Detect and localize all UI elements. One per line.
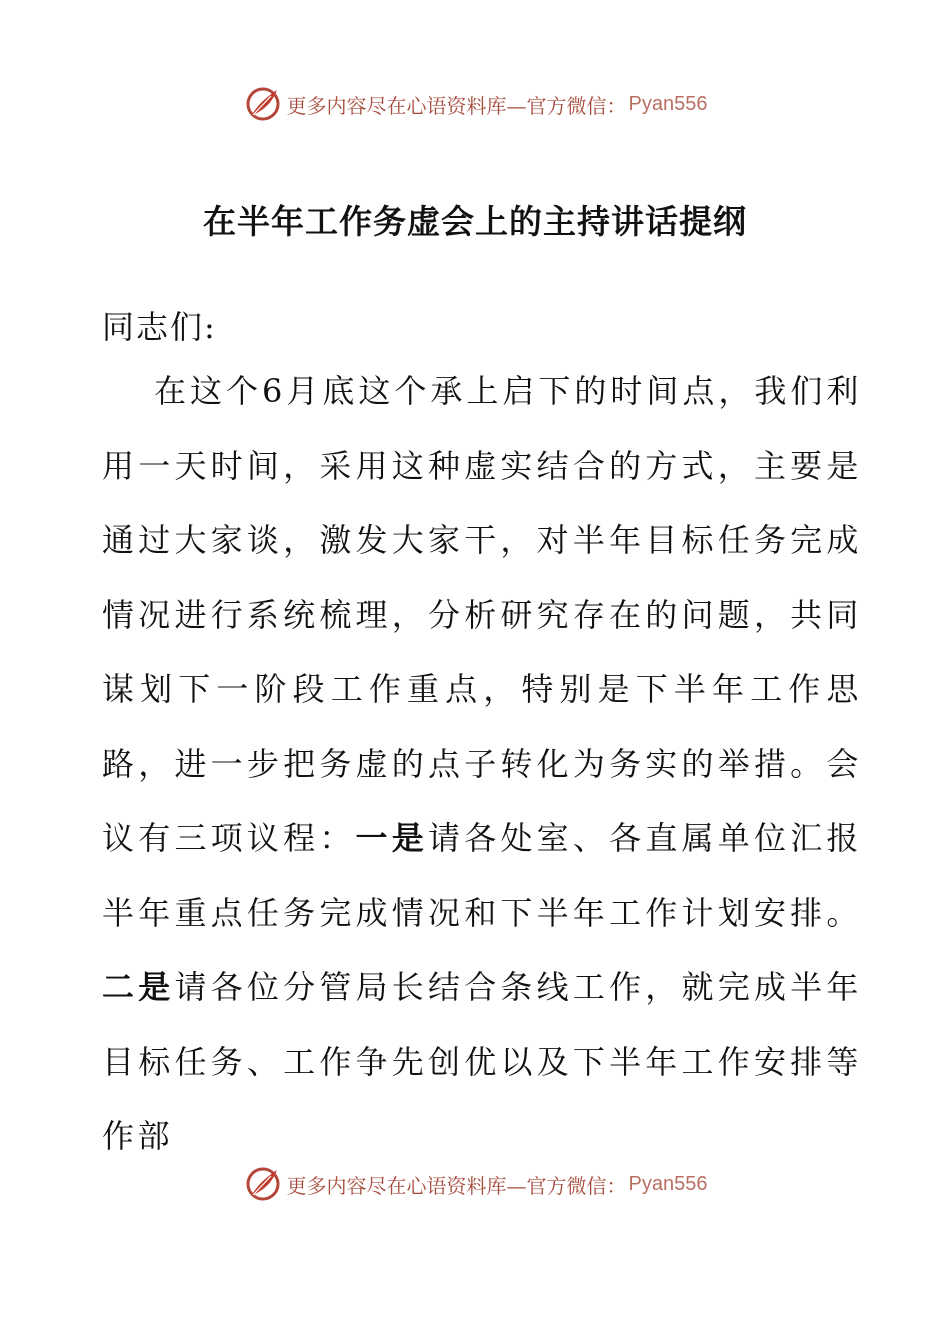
- watermark-header: [0, 82, 950, 126]
- salutation: 同志们:: [102, 308, 217, 346]
- body-paragraph: [102, 354, 862, 1174]
- feather-quill-logo-icon: [243, 1164, 283, 1204]
- watermark-wechat-id: Pyan556: [628, 92, 708, 115]
- paragraph-text-2: 请各处室、各直属单位汇报半年重点任务完成情况和下半年工作计划安排。: [102, 819, 863, 932]
- watermark-text: 更多内容尽在心语资料库—官方微信：: [286, 1173, 627, 1198]
- paragraph-text-1: 在这个6月底这个承上启下的时间点，我们利用一天时间，采用这种虚实结合的方式，主要是通过大家谈，激发大家干，对半年目标任务完成情况进行系统梳理，分析研究存在的问题，共同谋划下一阶段工作重点，特别是下半年工作思路，进一步把务虚的点子转化为务实的举措。会议有三项议程：: [102, 372, 862, 857]
- watermark-text: 更多内容尽在心语资料库—官方微信：: [286, 93, 627, 118]
- paragraph-text-3: 请各位分管局长结合条线工作，就完成半年目标任务、工作争先创优以及下半年工作安排等作部: [102, 968, 863, 1155]
- document-title: 在半年工作务虚会上的主持讲话提纲: [203, 202, 747, 241]
- watermark-wechat-id: Pyan556: [628, 1172, 708, 1195]
- paragraph-bold-2: 二是: [102, 968, 175, 1006]
- feather-quill-logo-icon: [243, 84, 283, 124]
- watermark-footer: [0, 1162, 950, 1206]
- paragraph-bold-1: 一是: [355, 819, 428, 857]
